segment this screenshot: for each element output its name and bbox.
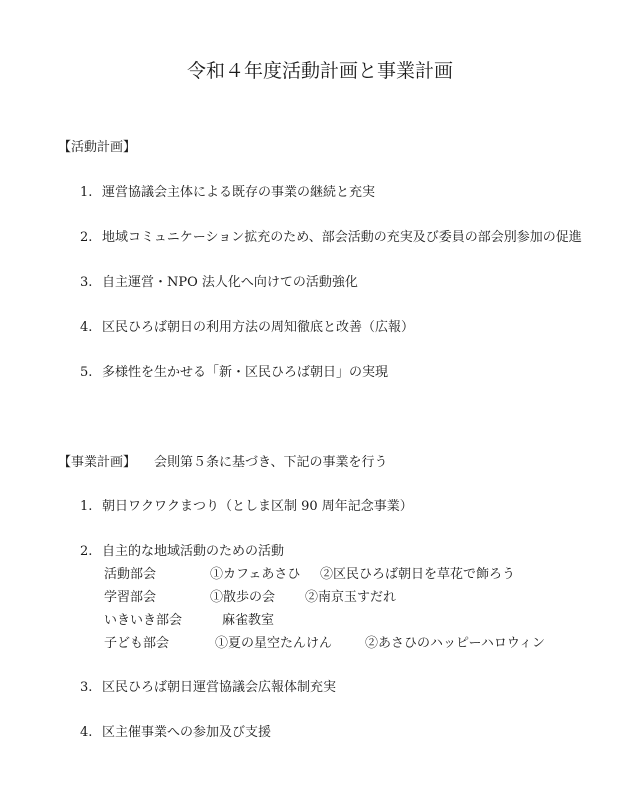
item-text: 自主的な地域活動のための活動 — [102, 544, 285, 559]
item-text: 区民ひろば朝日運営協議会広報体制充実 — [102, 680, 337, 695]
group-activity: ①カフェあさひ — [210, 567, 301, 582]
item-text: 多様性を生かせる「新・区民ひろば朝日」の実現 — [102, 365, 389, 380]
business-plan-note: 会則第５条に基づき、下記の事業を行う — [154, 455, 388, 470]
business-item — [80, 721, 271, 740]
item-number: 3. — [80, 275, 93, 290]
item-number: 5. — [80, 365, 93, 380]
group-name: 学習部会 — [104, 590, 157, 605]
business-item — [80, 540, 284, 559]
activity-item — [80, 271, 358, 290]
group-activity: ②区民ひろば朝日を草花で飾ろう — [320, 567, 516, 582]
item-number: 2. — [80, 230, 93, 245]
activity-item — [80, 226, 582, 245]
page-title: 令和４年度活動計画と事業計画 — [186, 60, 453, 82]
group-activity: 麻雀教室 — [222, 613, 275, 628]
item-number: 4. — [80, 320, 93, 335]
group-activity: ②南京玉すだれ — [305, 590, 397, 605]
group-name: 子ども部会 — [104, 636, 170, 651]
business-plan-heading: 【事業計画】 — [58, 455, 137, 470]
activity-item — [80, 361, 388, 380]
item-number: 3. — [80, 680, 93, 695]
item-text: 自主運営・NPO 法人化へ向けての活動強化 — [102, 275, 358, 290]
group-name: いきいき部会 — [104, 613, 183, 628]
item-text: 地域コミュニケーション拡充のため、部会活動の充実及び委員の部会別参加の促進 — [102, 230, 582, 245]
item-text: 運営協議会主体による既存の事業の継続と充実 — [102, 185, 376, 200]
item-number: 1. — [80, 185, 93, 200]
activity-item — [80, 181, 375, 200]
group-name: 活動部会 — [104, 567, 157, 582]
group-activity: ①夏の星空たんけん — [215, 636, 333, 651]
group-activity: ①散歩の会 — [210, 590, 276, 605]
item-text: 区主催事業への参加及び支援 — [102, 725, 272, 740]
item-text: 区民ひろば朝日の利用方法の周知徹底と改善（広報） — [102, 320, 415, 335]
item-text: 朝日ワクワクまつり（としま区制 90 周年記念事業） — [102, 499, 413, 514]
item-number: 2. — [80, 544, 93, 559]
item-number: 1. — [80, 499, 93, 514]
activity-plan-heading: 【活動計画】 — [58, 140, 137, 155]
business-plan-header — [58, 451, 388, 470]
business-item — [80, 495, 413, 514]
item-number: 4. — [80, 725, 93, 740]
activity-item — [80, 316, 414, 335]
group-activity: ②あさひのハッピーハロウィン — [365, 636, 546, 651]
business-item — [80, 676, 336, 695]
